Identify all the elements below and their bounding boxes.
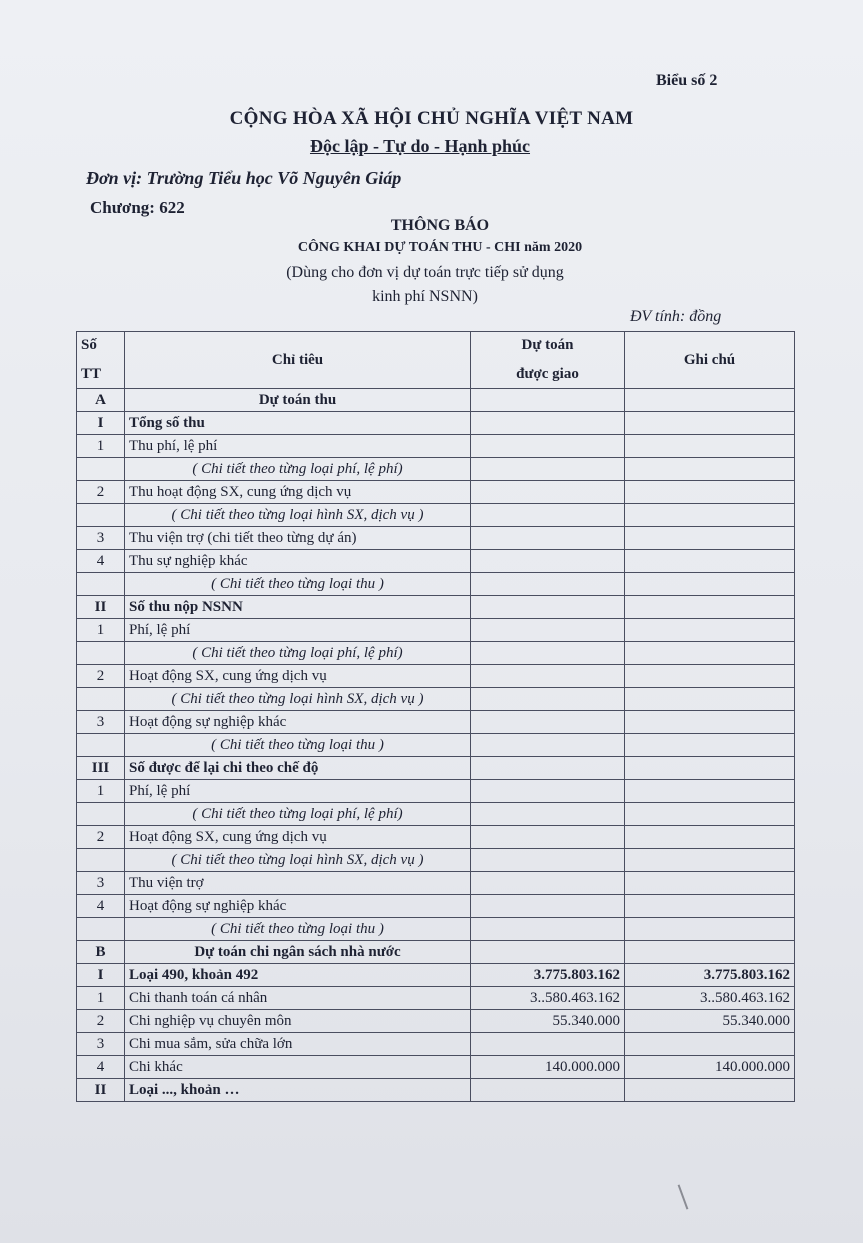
row-note: 55.340.000	[625, 1010, 795, 1033]
header-stt-bottom: TT	[81, 366, 102, 382]
table-row	[77, 918, 795, 941]
table-row	[77, 1010, 795, 1033]
row-number: 4	[77, 895, 125, 918]
row-label: ( Chi tiết theo từng loại phí, lệ phí)	[125, 458, 471, 481]
row-label: Tổng số thu	[125, 412, 471, 435]
row-value	[471, 941, 625, 964]
row-label: ( Chi tiết theo từng loại thu )	[125, 573, 471, 596]
usage-note-line2: kinh phí NSNN)	[372, 288, 478, 305]
table-row	[77, 389, 795, 412]
table-row	[77, 665, 795, 688]
row-label: Thu sự nghiệp khác	[125, 550, 471, 573]
row-number	[77, 734, 125, 757]
row-note	[625, 803, 795, 826]
row-value	[471, 573, 625, 596]
table-row	[77, 826, 795, 849]
row-note	[625, 527, 795, 550]
row-number	[77, 458, 125, 481]
row-value	[471, 757, 625, 780]
row-label: Hoạt động sự nghiệp khác	[125, 895, 471, 918]
row-value	[471, 504, 625, 527]
row-note	[625, 711, 795, 734]
row-value	[471, 435, 625, 458]
row-note	[625, 550, 795, 573]
row-note	[625, 757, 795, 780]
row-value	[471, 918, 625, 941]
row-number: II	[77, 596, 125, 619]
row-value	[471, 711, 625, 734]
row-note: 140.000.000	[625, 1056, 795, 1079]
row-note	[625, 780, 795, 803]
table-row	[77, 412, 795, 435]
row-note	[625, 481, 795, 504]
row-number: 3	[77, 1033, 125, 1056]
row-number: 4	[77, 550, 125, 573]
table-row	[77, 435, 795, 458]
row-note	[625, 458, 795, 481]
row-note	[625, 826, 795, 849]
row-number: 2	[77, 481, 125, 504]
row-value: 3..580.463.162	[471, 987, 625, 1010]
row-note	[625, 918, 795, 941]
table-row	[77, 642, 795, 665]
budget-table-body	[77, 332, 795, 1102]
form-number: Biểu số 2	[656, 72, 718, 89]
table-row	[77, 757, 795, 780]
table-row	[77, 481, 795, 504]
row-label: Chi nghiệp vụ chuyên môn	[125, 1010, 471, 1033]
row-number: 4	[77, 1056, 125, 1079]
table-row	[77, 734, 795, 757]
row-label: Thu viện trợ	[125, 872, 471, 895]
row-label: Hoạt động sự nghiệp khác	[125, 711, 471, 734]
row-number	[77, 573, 125, 596]
table-row	[77, 573, 795, 596]
table-row	[77, 987, 795, 1010]
row-value	[471, 1033, 625, 1056]
row-note	[625, 688, 795, 711]
header-ghichu: Ghi chú	[625, 332, 795, 389]
row-number	[77, 688, 125, 711]
motto-text: Độc lập - Tự do - Hạnh phúc	[309, 136, 531, 156]
row-number: 1	[77, 435, 125, 458]
row-note	[625, 504, 795, 527]
row-value: 140.000.000	[471, 1056, 625, 1079]
motto	[0, 136, 840, 157]
row-note	[625, 1079, 795, 1102]
row-note	[625, 389, 795, 412]
row-number: 3	[77, 711, 125, 734]
row-note	[625, 435, 795, 458]
row-value	[471, 688, 625, 711]
row-note	[625, 872, 795, 895]
row-value	[471, 458, 625, 481]
row-note	[625, 596, 795, 619]
row-number	[77, 918, 125, 941]
table-row	[77, 872, 795, 895]
row-label: ( Chi tiết theo từng loại hình SX, dịch vụ )	[125, 688, 471, 711]
row-number	[77, 803, 125, 826]
row-note	[625, 734, 795, 757]
row-number: 3	[77, 527, 125, 550]
row-label: ( Chi tiết theo từng loại thu )	[125, 734, 471, 757]
table-row	[77, 527, 795, 550]
row-number	[77, 849, 125, 872]
row-value	[471, 803, 625, 826]
row-label: ( Chi tiết theo từng loại hình SX, dịch vụ )	[125, 504, 471, 527]
row-number: I	[77, 964, 125, 987]
table-row	[77, 550, 795, 573]
row-note	[625, 619, 795, 642]
row-number	[77, 504, 125, 527]
row-note	[625, 665, 795, 688]
row-label: Thu hoạt động SX, cung ứng dịch vụ	[125, 481, 471, 504]
row-value	[471, 826, 625, 849]
table-header-row	[77, 332, 795, 389]
table-row	[77, 941, 795, 964]
row-label: Phí, lệ phí	[125, 619, 471, 642]
row-value	[471, 895, 625, 918]
table-row	[77, 1033, 795, 1056]
row-note	[625, 412, 795, 435]
table-row	[77, 1079, 795, 1102]
unit-of-measure: ĐV tính: đồng	[630, 308, 722, 325]
row-number: 1	[77, 780, 125, 803]
row-value	[471, 642, 625, 665]
row-value	[471, 872, 625, 895]
row-note	[625, 1033, 795, 1056]
row-value	[471, 665, 625, 688]
table-row	[77, 504, 795, 527]
row-label: Dự toán chi ngân sách nhà nước	[125, 941, 471, 964]
row-note	[625, 849, 795, 872]
row-label: Loại ..., khoản …	[125, 1079, 471, 1102]
row-label: Phí, lệ phí	[125, 780, 471, 803]
chapter-code: Chương: 622	[90, 198, 185, 217]
row-note: 3..580.463.162	[625, 987, 795, 1010]
row-value: 3.775.803.162	[471, 964, 625, 987]
row-number: 1	[77, 987, 125, 1010]
row-note	[625, 573, 795, 596]
table-row	[77, 780, 795, 803]
row-value	[471, 849, 625, 872]
row-label: Chi khác	[125, 1056, 471, 1079]
nation-title: CỘNG HÒA XÃ HỘI CHỦ NGHĨA VIỆT NAM	[229, 108, 634, 129]
row-value	[471, 596, 625, 619]
row-label: Số thu nộp NSNN	[125, 596, 471, 619]
row-label: Dự toán thu	[125, 389, 471, 412]
budget-table	[76, 331, 795, 1102]
table-row	[77, 711, 795, 734]
row-label: ( Chi tiết theo từng loại thu )	[125, 918, 471, 941]
row-value	[471, 389, 625, 412]
row-label: Chi mua sắm, sửa chữa lớn	[125, 1033, 471, 1056]
table-row	[77, 619, 795, 642]
table-row	[77, 688, 795, 711]
row-label: Thu phí, lệ phí	[125, 435, 471, 458]
usage-note-line1: (Dùng cho đơn vị dự toán trực tiếp sử dụng	[286, 264, 564, 281]
row-number: III	[77, 757, 125, 780]
row-value	[471, 412, 625, 435]
row-number: 2	[77, 826, 125, 849]
row-value	[471, 550, 625, 573]
row-label: ( Chi tiết theo từng loại phí, lệ phí)	[125, 642, 471, 665]
table-row	[77, 849, 795, 872]
table-row	[77, 803, 795, 826]
row-label: Số được để lại chi theo chế độ	[125, 757, 471, 780]
table-row	[77, 895, 795, 918]
header-dutoan	[471, 332, 625, 389]
table-row	[77, 1056, 795, 1079]
row-label: Hoạt động SX, cung ứng dịch vụ	[125, 665, 471, 688]
row-value: 55.340.000	[471, 1010, 625, 1033]
row-value	[471, 527, 625, 550]
row-value	[471, 481, 625, 504]
row-label: ( Chi tiết theo từng loại hình SX, dịch vụ )	[125, 849, 471, 872]
table-row	[77, 596, 795, 619]
notice-title: THÔNG BÁO	[390, 217, 490, 234]
row-value	[471, 780, 625, 803]
header-stt	[77, 332, 125, 389]
row-value	[471, 619, 625, 642]
row-note: 3.775.803.162	[625, 964, 795, 987]
row-label: Thu viện trợ (chi tiết theo từng dự án)	[125, 527, 471, 550]
header-chitieu: Chỉ tiêu	[125, 332, 471, 389]
row-number: A	[77, 389, 125, 412]
row-number: II	[77, 1079, 125, 1102]
row-label: Loại 490, khoản 492	[125, 964, 471, 987]
notice-subtitle: CÔNG KHAI DỰ TOÁN THU - CHI năm 2020	[297, 240, 583, 255]
row-number: 2	[77, 665, 125, 688]
row-note	[625, 895, 795, 918]
unit-name: Đơn vị: Trường Tiểu học Võ Nguyên Giáp	[86, 168, 402, 188]
row-note	[625, 941, 795, 964]
row-label: Chi thanh toán cá nhân	[125, 987, 471, 1010]
table-row	[77, 964, 795, 987]
row-number: 2	[77, 1010, 125, 1033]
row-label: Hoạt động SX, cung ứng dịch vụ	[125, 826, 471, 849]
header-stt-top: Số	[81, 337, 97, 353]
table-row	[77, 458, 795, 481]
header-dutoan-bottom: được giao	[516, 366, 579, 382]
row-number: 1	[77, 619, 125, 642]
row-number: B	[77, 941, 125, 964]
pen-mark	[678, 1184, 689, 1209]
row-number: 3	[77, 872, 125, 895]
header-dutoan-top: Dự toán	[521, 337, 574, 353]
row-label: ( Chi tiết theo từng loại phí, lệ phí)	[125, 803, 471, 826]
row-value	[471, 1079, 625, 1102]
row-value	[471, 734, 625, 757]
row-note	[625, 642, 795, 665]
row-number: I	[77, 412, 125, 435]
row-number	[77, 642, 125, 665]
